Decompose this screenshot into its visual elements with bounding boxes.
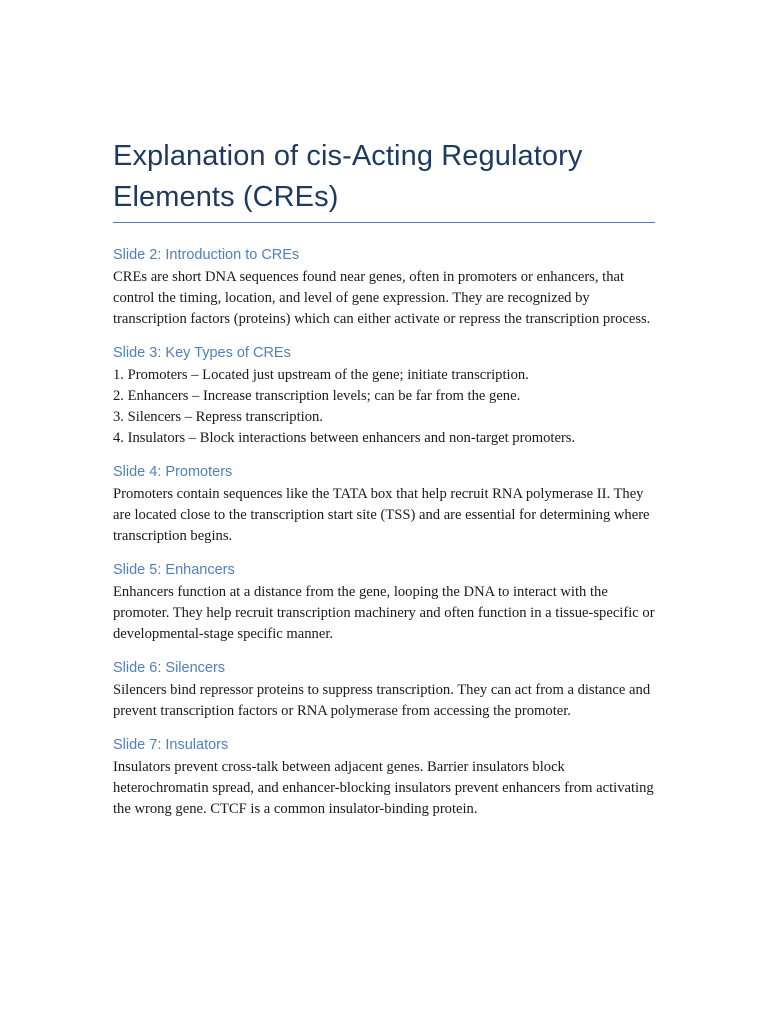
section-introduction: [113, 245, 655, 330]
document-title: [113, 136, 655, 218]
title-divider: [113, 222, 655, 223]
section-heading: Slide 5: Enhancers: [113, 562, 235, 578]
section-promoters: [113, 462, 655, 547]
section-body: Insulators prevent cross-talk between adjacent genes. Barrier insulators block heterochromatin spread, and enhancer-blocking insulators prevent enhancers from activating the wrong gene. CTCF is a common insulator-binding protein.: [113, 759, 654, 817]
section-body: Silencers bind repressor proteins to suppress transcription. They can act from a distance and prevent transcription factors or RNA polymerase from accessing the promoter.: [113, 682, 651, 719]
section-enhancers: [113, 560, 655, 645]
section-key-types: [113, 343, 655, 449]
numbered-list: [113, 365, 655, 449]
section-body: Enhancers function at a distance from the gene, looping the DNA to interact with the promoter. They help recruit transcription machinery and often function in a tissue-specific or developmental-stage specific manner.: [113, 584, 655, 642]
section-insulators: [113, 735, 655, 820]
section-heading: Slide 7: Insulators: [113, 737, 229, 753]
section-heading: Slide 2: Introduction to CREs: [113, 247, 300, 263]
list-item: 4. Insulators – Block interactions between enhancers and non-target promoters.: [113, 430, 576, 446]
section-heading: Slide 6: Silencers: [113, 660, 226, 676]
document-content: [113, 136, 655, 820]
section-body: CREs are short DNA sequences found near genes, often in promoters or enhancers, that control the timing, location, and level of gene expression. They are recognized by transcription factors (proteins) which can either activate or repress the transcription process.: [113, 269, 651, 327]
section-silencers: [113, 658, 655, 722]
list-item: 1. Promoters – Located just upstream of the gene; initiate transcription.: [113, 367, 529, 383]
section-body: Promoters contain sequences like the TATA box that help recruit RNA polymerase II. They are located close to the transcription start site (TSS) and are essential for determining where transcription begins.: [113, 486, 650, 544]
document-title-text: Explanation of cis-Acting Regulatory Elements (CREs): [113, 140, 583, 213]
section-heading: Slide 4: Promoters: [113, 464, 233, 480]
list-item: 3. Silencers – Repress transcription.: [113, 409, 323, 425]
section-heading: Slide 3: Key Types of CREs: [113, 345, 291, 361]
list-item: 2. Enhancers – Increase transcription levels; can be far from the gene.: [113, 388, 521, 404]
